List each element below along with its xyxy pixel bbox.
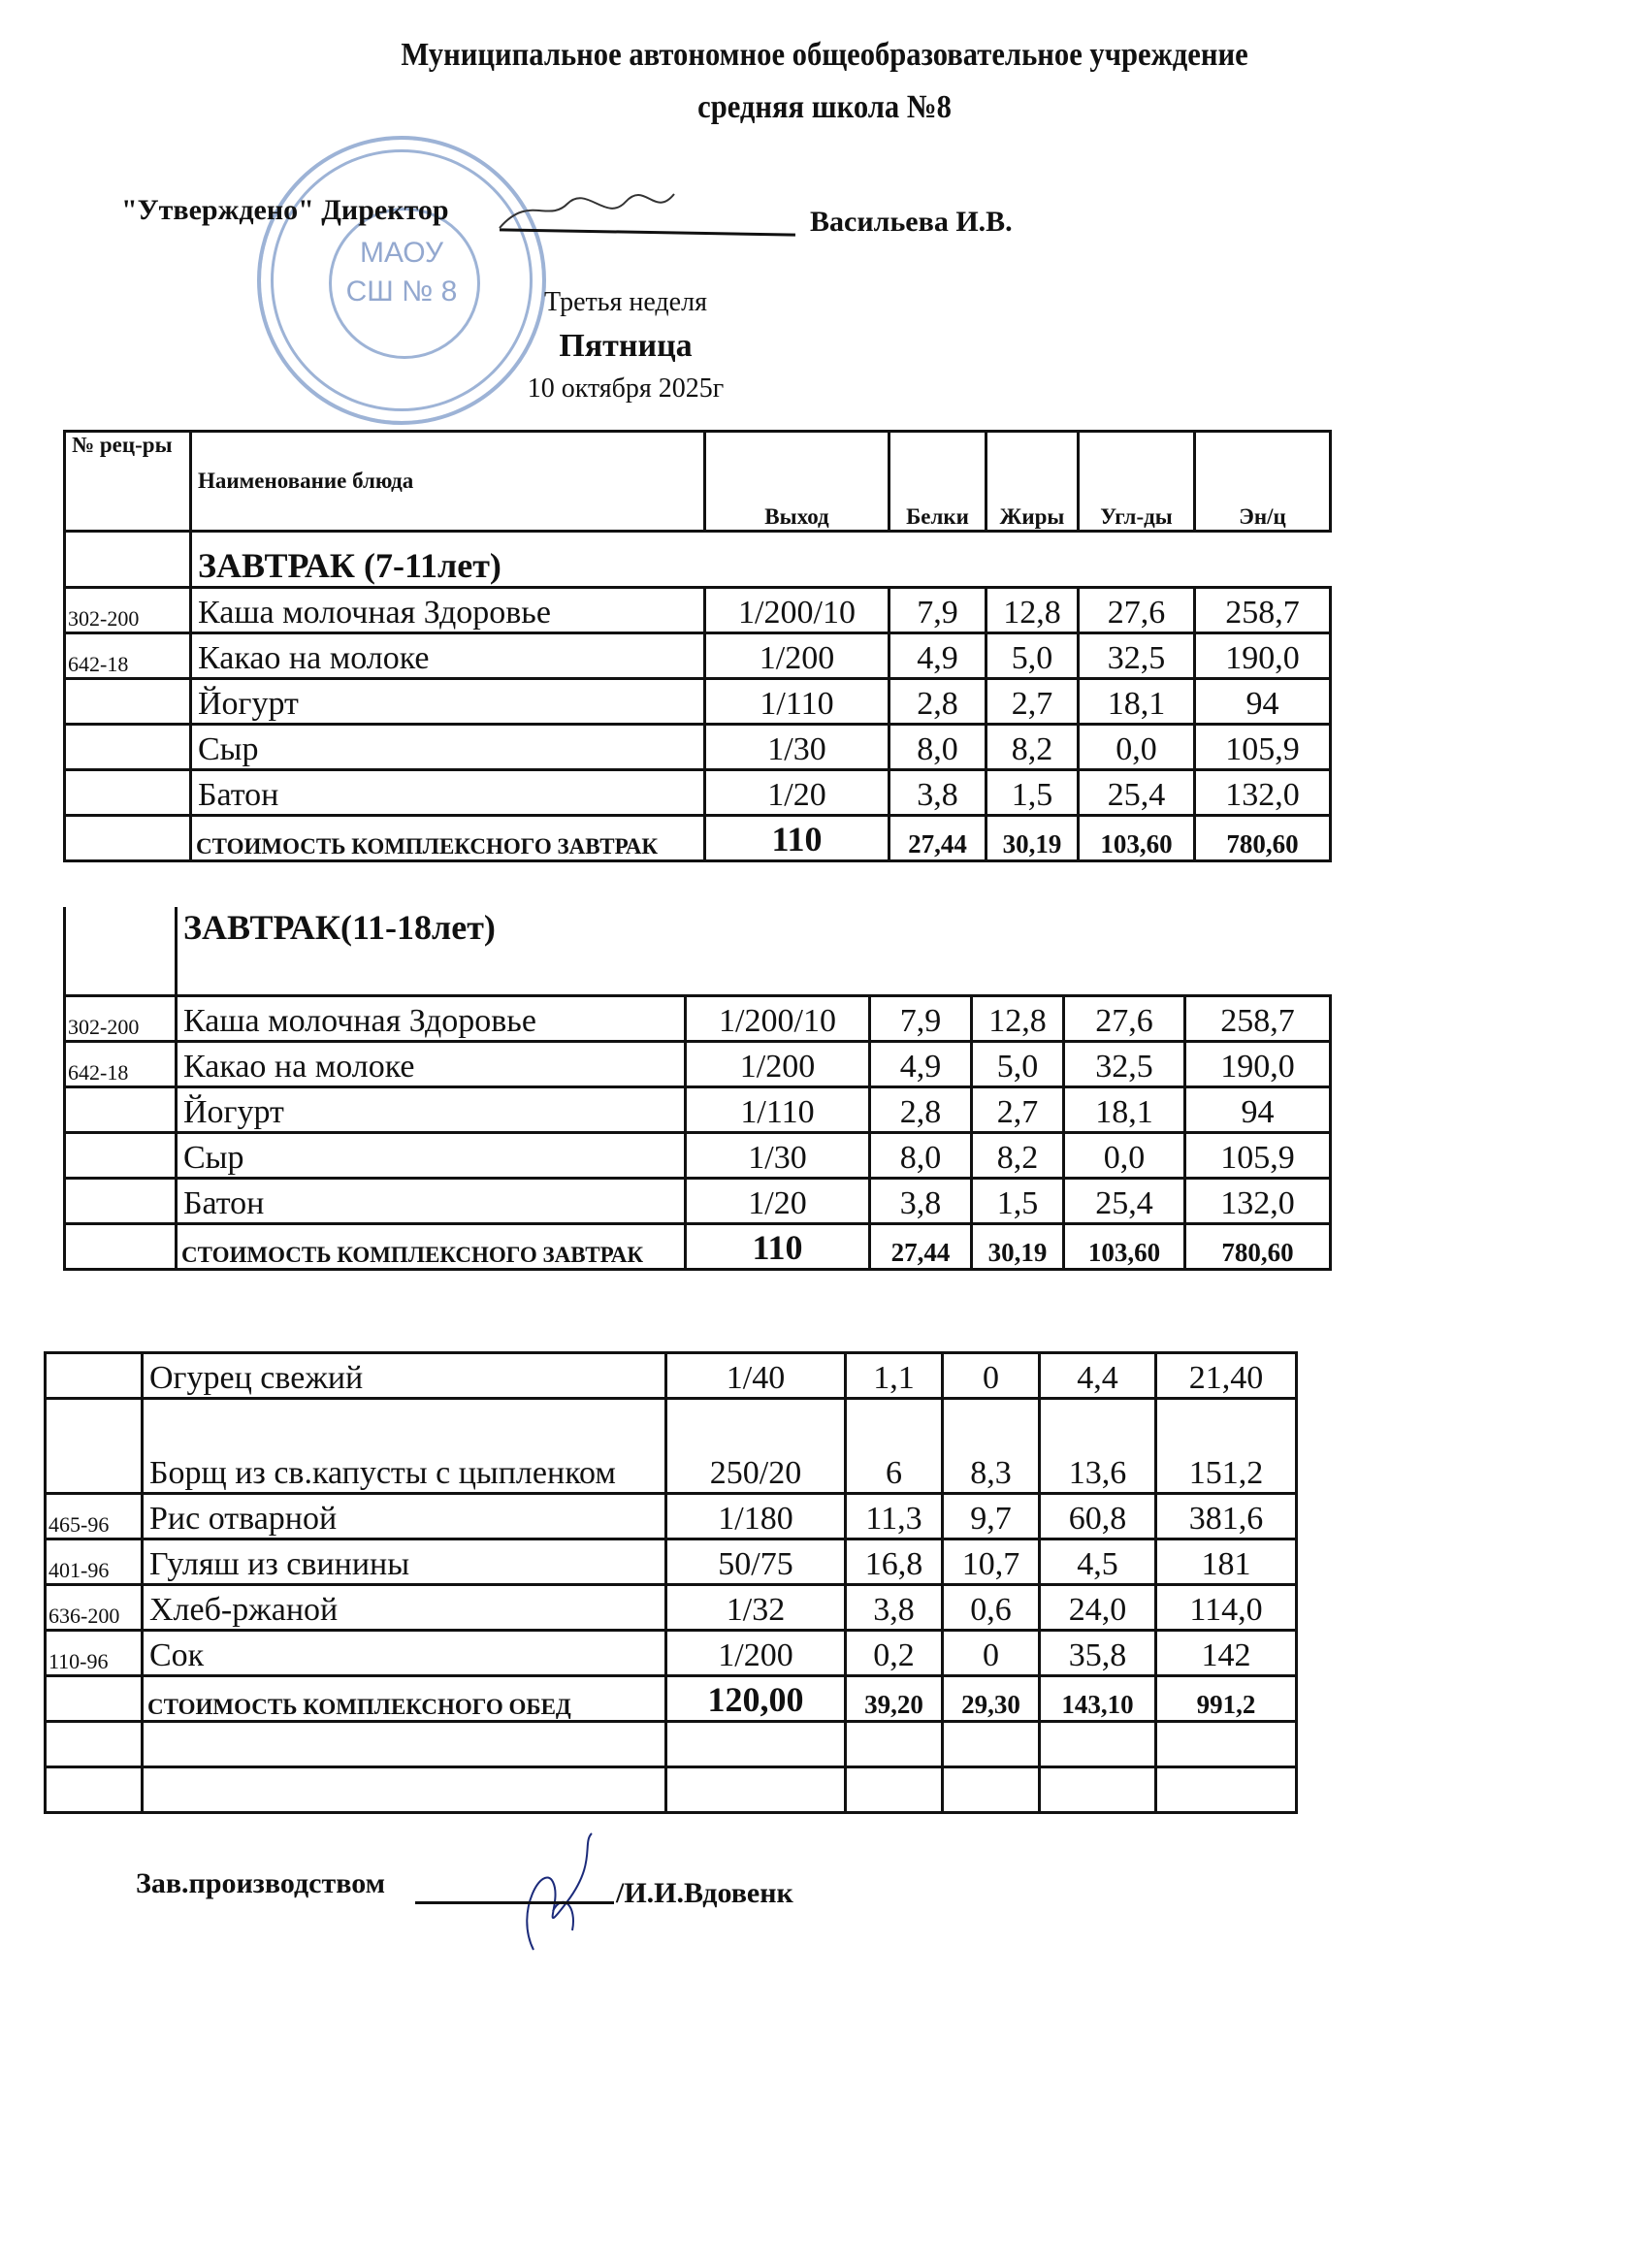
total-carbs: 103,60 bbox=[1079, 816, 1195, 861]
carbs-value: 18,1 bbox=[1064, 1087, 1185, 1133]
recipe-number: 465-96 bbox=[46, 1494, 143, 1539]
dish-name: Йогурт bbox=[177, 1087, 686, 1133]
energy-value: 190,0 bbox=[1185, 1042, 1331, 1087]
total-row bbox=[65, 816, 1331, 861]
carbs-value: 35,8 bbox=[1040, 1631, 1156, 1676]
fat-value: 12,8 bbox=[986, 588, 1079, 633]
total-cost-label: СТОИМОСТЬ КОМПЛЕКСНОГО ЗАВТРАК bbox=[177, 1224, 686, 1270]
dish-name: Йогурт bbox=[191, 679, 705, 725]
org-name-line2: средняя школа №8 bbox=[697, 89, 952, 125]
portion-output: 1/20 bbox=[705, 770, 889, 816]
fat-value: 2,7 bbox=[986, 679, 1079, 725]
table-row bbox=[65, 588, 1331, 633]
dish-name: Каша молочная Здоровье bbox=[177, 996, 686, 1042]
energy-value: 132,0 bbox=[1195, 770, 1331, 816]
total-fat: 29,30 bbox=[943, 1676, 1040, 1722]
dish-name: Каша молочная Здоровье bbox=[191, 588, 705, 633]
section-title-breakfast-1: ЗАВТРАК (7-11лет) bbox=[191, 532, 1331, 588]
fat-value: 5,0 bbox=[972, 1042, 1064, 1087]
section-title-breakfast-2: ЗАВТРАК(11-18лет) bbox=[177, 907, 1331, 996]
energy-value: 381,6 bbox=[1156, 1494, 1297, 1539]
protein-value: 3,8 bbox=[870, 1179, 972, 1224]
table-row bbox=[65, 679, 1331, 725]
recipe-number bbox=[65, 1179, 177, 1224]
portion-output: 1/20 bbox=[686, 1179, 870, 1224]
col-header-energy: Эн/ц bbox=[1195, 432, 1331, 532]
table-header-row bbox=[65, 432, 1331, 532]
protein-value: 7,9 bbox=[889, 588, 986, 633]
recipe-number: 636-200 bbox=[46, 1585, 143, 1631]
protein-value: 0,2 bbox=[846, 1631, 943, 1676]
col-header-fat: Жиры bbox=[986, 432, 1079, 532]
protein-value: 2,8 bbox=[870, 1087, 972, 1133]
col-header-num: № рец-ры bbox=[65, 432, 191, 532]
portion-output: 1/180 bbox=[666, 1494, 846, 1539]
recipe-number bbox=[46, 1353, 143, 1399]
recipe-number bbox=[65, 1087, 177, 1133]
dish-name: Какао на молоке bbox=[177, 1042, 686, 1087]
portion-output: 1/200/10 bbox=[686, 996, 870, 1042]
energy-value: 151,2 bbox=[1156, 1399, 1297, 1494]
portion-output: 1/32 bbox=[666, 1585, 846, 1631]
carbs-value: 4,5 bbox=[1040, 1539, 1156, 1585]
portion-output: 1/40 bbox=[666, 1353, 846, 1399]
carbs-value: 25,4 bbox=[1079, 770, 1195, 816]
energy-value: 105,9 bbox=[1185, 1133, 1331, 1179]
energy-value: 105,9 bbox=[1195, 725, 1331, 770]
fat-value: 1,5 bbox=[972, 1179, 1064, 1224]
protein-value: 4,9 bbox=[889, 633, 986, 679]
fat-value: 9,7 bbox=[943, 1494, 1040, 1539]
carbs-value: 60,8 bbox=[1040, 1494, 1156, 1539]
table-row bbox=[65, 725, 1331, 770]
carbs-value: 13,6 bbox=[1040, 1399, 1156, 1494]
menu-table-breakfast-1 bbox=[63, 430, 1332, 862]
carbs-value: 25,4 bbox=[1064, 1179, 1185, 1224]
energy-value: 258,7 bbox=[1195, 588, 1331, 633]
protein-value: 2,8 bbox=[889, 679, 986, 725]
protein-value: 7,9 bbox=[870, 996, 972, 1042]
recipe-number bbox=[65, 770, 191, 816]
col-header-name: Наименование блюда bbox=[191, 432, 705, 532]
stamp-text-line2: СШ № 8 bbox=[345, 275, 458, 308]
portion-output: 1/200 bbox=[705, 633, 889, 679]
total-cost-value: 110 bbox=[705, 816, 889, 861]
protein-value: 1,1 bbox=[846, 1353, 943, 1399]
fat-value: 1,5 bbox=[986, 770, 1079, 816]
recipe-number: 110-96 bbox=[46, 1631, 143, 1676]
fat-value: 8,2 bbox=[972, 1133, 1064, 1179]
fat-value: 5,0 bbox=[986, 633, 1079, 679]
menu-table-breakfast-2 bbox=[63, 907, 1332, 1271]
total-carbs: 103,60 bbox=[1064, 1224, 1185, 1270]
table-row bbox=[46, 1631, 1297, 1676]
lunch-rows bbox=[46, 1353, 1297, 1722]
fat-value: 0,6 bbox=[943, 1585, 1040, 1631]
total-cost-label: СТОИМОСТЬ КОМПЛЕКСНОГО ЗАВТРАК bbox=[191, 816, 705, 861]
week-label: Третья неделя bbox=[544, 287, 707, 317]
table-row bbox=[65, 1179, 1331, 1224]
energy-value: 190,0 bbox=[1195, 633, 1331, 679]
total-protein: 27,44 bbox=[870, 1224, 972, 1270]
energy-value: 132,0 bbox=[1185, 1179, 1331, 1224]
total-row bbox=[65, 1224, 1331, 1270]
recipe-number bbox=[65, 679, 191, 725]
carbs-value: 27,6 bbox=[1064, 996, 1185, 1042]
empty-cell bbox=[46, 1676, 143, 1722]
table-row bbox=[65, 1133, 1331, 1179]
dish-name: Сок bbox=[143, 1631, 666, 1676]
energy-value: 114,0 bbox=[1156, 1585, 1297, 1631]
carbs-value: 32,5 bbox=[1064, 1042, 1185, 1087]
col-header-protein: Белки bbox=[889, 432, 986, 532]
total-cost-label: СТОИМОСТЬ КОМПЛЕКСНОГО ОБЕД bbox=[143, 1676, 666, 1722]
fat-value: 8,2 bbox=[986, 725, 1079, 770]
recipe-number bbox=[65, 1133, 177, 1179]
carbs-value: 4,4 bbox=[1040, 1353, 1156, 1399]
protein-value: 6 bbox=[846, 1399, 943, 1494]
total-fat: 30,19 bbox=[972, 1224, 1064, 1270]
breakfast-2-rows bbox=[65, 996, 1331, 1270]
protein-value: 4,9 bbox=[870, 1042, 972, 1087]
energy-value: 21,40 bbox=[1156, 1353, 1297, 1399]
portion-output: 250/20 bbox=[666, 1399, 846, 1494]
table-row bbox=[65, 1087, 1331, 1133]
approved-label: "Утверждено" Директор bbox=[121, 194, 449, 226]
empty-cell bbox=[65, 816, 191, 861]
energy-value: 94 bbox=[1195, 679, 1331, 725]
dish-name: Сыр bbox=[177, 1133, 686, 1179]
fat-value: 0 bbox=[943, 1631, 1040, 1676]
portion-output: 1/200/10 bbox=[705, 588, 889, 633]
table-row-empty bbox=[46, 1767, 1297, 1813]
carbs-value: 27,6 bbox=[1079, 588, 1195, 633]
production-manager-name: /И.И.Вдовенк bbox=[616, 1877, 793, 1909]
total-carbs: 143,10 bbox=[1040, 1676, 1156, 1722]
portion-output: 1/110 bbox=[705, 679, 889, 725]
dish-name: Гуляш из свинины bbox=[143, 1539, 666, 1585]
fat-value: 2,7 bbox=[972, 1087, 1064, 1133]
manager-signature-line bbox=[415, 1901, 614, 1904]
day-label: Пятница bbox=[559, 328, 693, 364]
total-energy: 780,60 bbox=[1185, 1224, 1331, 1270]
protein-value: 11,3 bbox=[846, 1494, 943, 1539]
table-row bbox=[46, 1585, 1297, 1631]
recipe-number bbox=[65, 725, 191, 770]
recipe-number: 642-18 bbox=[65, 1042, 177, 1087]
recipe-number: 401-96 bbox=[46, 1539, 143, 1585]
table-row bbox=[46, 1494, 1297, 1539]
director-name: Васильева И.В. bbox=[810, 206, 1013, 238]
table-row-empty bbox=[46, 1722, 1297, 1767]
protein-value: 3,8 bbox=[846, 1585, 943, 1631]
col-header-carbs: Угл-ды bbox=[1079, 432, 1195, 532]
total-energy: 991,2 bbox=[1156, 1676, 1297, 1722]
dish-name: Огурец свежий bbox=[143, 1353, 666, 1399]
dish-name: Какао на молоке bbox=[191, 633, 705, 679]
fat-value: 12,8 bbox=[972, 996, 1064, 1042]
dish-name: Батон bbox=[177, 1179, 686, 1224]
protein-value: 8,0 bbox=[889, 725, 986, 770]
carbs-value: 24,0 bbox=[1040, 1585, 1156, 1631]
fat-value: 0 bbox=[943, 1353, 1040, 1399]
fat-value: 10,7 bbox=[943, 1539, 1040, 1585]
energy-value: 142 bbox=[1156, 1631, 1297, 1676]
table-row bbox=[65, 633, 1331, 679]
protein-value: 3,8 bbox=[889, 770, 986, 816]
total-fat: 30,19 bbox=[986, 816, 1079, 861]
total-protein: 27,44 bbox=[889, 816, 986, 861]
recipe-number bbox=[46, 1399, 143, 1494]
portion-output: 1/30 bbox=[705, 725, 889, 770]
date-label: 10 октября 2025г bbox=[527, 373, 725, 404]
dish-name: Борщ из св.капусты с цыпленком bbox=[143, 1399, 666, 1494]
total-energy: 780,60 bbox=[1195, 816, 1331, 861]
portion-output: 50/75 bbox=[666, 1539, 846, 1585]
table-row bbox=[46, 1353, 1297, 1399]
total-cost-value: 110 bbox=[686, 1224, 870, 1270]
energy-value: 94 bbox=[1185, 1087, 1331, 1133]
protein-value: 8,0 bbox=[870, 1133, 972, 1179]
portion-output: 1/200 bbox=[686, 1042, 870, 1087]
dish-name: Батон bbox=[191, 770, 705, 816]
total-cost-value: 120,00 bbox=[666, 1676, 846, 1722]
portion-output: 1/110 bbox=[686, 1087, 870, 1133]
menu-table-lunch bbox=[44, 1351, 1298, 1814]
fat-value: 8,3 bbox=[943, 1399, 1040, 1494]
manager-signature bbox=[485, 1824, 611, 1960]
org-name-line1: Муниципальное автономное общеобразовательное учреждение bbox=[401, 37, 1248, 73]
energy-value: 181 bbox=[1156, 1539, 1297, 1585]
portion-output: 1/200 bbox=[666, 1631, 846, 1676]
table-row bbox=[46, 1399, 1297, 1494]
table-row bbox=[65, 1042, 1331, 1087]
recipe-number: 302-200 bbox=[65, 996, 177, 1042]
empty-cell bbox=[65, 1224, 177, 1270]
recipe-number: 642-18 bbox=[65, 633, 191, 679]
breakfast-1-rows bbox=[65, 588, 1331, 861]
energy-value: 258,7 bbox=[1185, 996, 1331, 1042]
carbs-value: 32,5 bbox=[1079, 633, 1195, 679]
section-row bbox=[65, 532, 1331, 588]
dish-name: Рис отварной bbox=[143, 1494, 666, 1539]
total-row bbox=[46, 1676, 1297, 1722]
stamp-text-line1: МАОУ bbox=[359, 237, 444, 269]
carbs-value: 0,0 bbox=[1079, 725, 1195, 770]
table-row bbox=[65, 996, 1331, 1042]
table-row bbox=[65, 770, 1331, 816]
dish-name: Хлеб-ржаной bbox=[143, 1585, 666, 1631]
table-row bbox=[46, 1539, 1297, 1585]
total-protein: 39,20 bbox=[846, 1676, 943, 1722]
dish-name: Сыр bbox=[191, 725, 705, 770]
production-manager-label: Зав.производством bbox=[136, 1867, 386, 1899]
protein-value: 16,8 bbox=[846, 1539, 943, 1585]
portion-output: 1/30 bbox=[686, 1133, 870, 1179]
carbs-value: 18,1 bbox=[1079, 679, 1195, 725]
carbs-value: 0,0 bbox=[1064, 1133, 1185, 1179]
recipe-number: 302-200 bbox=[65, 588, 191, 633]
col-header-output: Выход bbox=[705, 432, 889, 532]
section-row bbox=[65, 907, 1331, 996]
